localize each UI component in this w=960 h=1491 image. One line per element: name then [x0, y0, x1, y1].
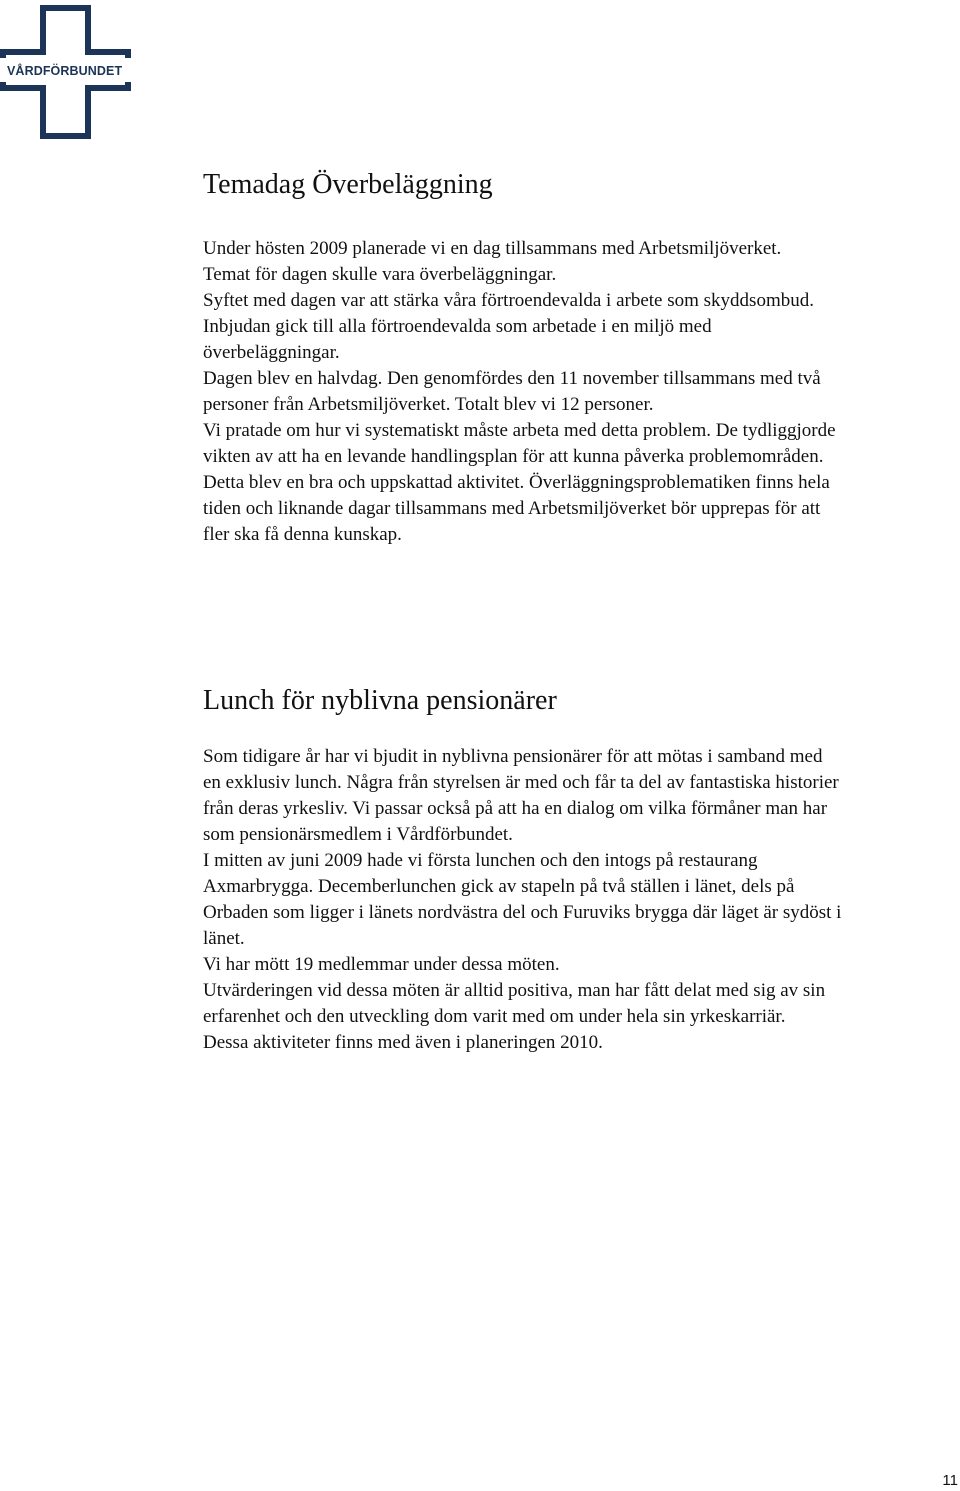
- body-line: vikten av att ha en levande handlingsplan för att kunna påverka problemområden.: [203, 446, 824, 467]
- body-line: Syftet med dagen var att stärka våra förtroendevalda i arbete som skyddsombud.: [203, 290, 814, 311]
- body-line: en exklusiv lunch. Några från styrelsen är med och får ta del av fantastiska historier: [203, 772, 839, 793]
- page-number: 11: [942, 1472, 958, 1489]
- body-line: Axmarbrygga. Decemberlunchen gick av stapeln på två ställen i länet, dels på: [203, 876, 795, 897]
- body-line: I mitten av juni 2009 hade vi första lunchen och den intogs på restaurang: [203, 850, 758, 871]
- body-line: överbeläggningar.: [203, 342, 340, 363]
- body-line: Orbaden som ligger i länets nordvästra del och Furuviks brygga där läget är sydöst i: [203, 902, 842, 923]
- body-line: erfarenhet och den utveckling dom varit med om under hela sin yrkeskarriär.: [203, 1006, 786, 1027]
- body-line: personer från Arbetsmiljöverket. Totalt blev vi 12 personer.: [203, 394, 654, 415]
- section-heading: Temadag Överbeläggning: [203, 169, 493, 200]
- body-line: Detta blev en bra och uppskattad aktivitet. Överläggningsproblematiken finns hela: [203, 472, 830, 493]
- section-body: [203, 744, 841, 1056]
- section-heading: Lunch för nyblivna pensionärer: [203, 685, 557, 716]
- body-line: Under hösten 2009 planerade vi en dag tillsammans med Arbetsmiljöverket.: [203, 238, 782, 259]
- body-line: fler ska få denna kunskap.: [203, 524, 402, 545]
- body-line: Vi har mött 19 medlemmar under dessa möten.: [203, 954, 560, 975]
- body-line: Dagen blev en halvdag. Den genomfördes den 11 november tillsammans med två: [203, 368, 821, 389]
- body-line: länet.: [203, 928, 245, 949]
- body-line: från deras yrkesliv. Vi passar också på att ha en dialog om vilka förmåner man har: [203, 798, 828, 819]
- body-line: Dessa aktiviteter finns med även i planeringen 2010.: [203, 1032, 603, 1053]
- section-body: [203, 236, 836, 548]
- body-line: Inbjudan gick till alla förtroendevalda som arbetade i en miljö med: [203, 316, 712, 337]
- body-line: Vi pratade om hur vi systematiskt måste arbeta med detta problem. De tydliggjorde: [203, 420, 836, 441]
- body-line: Som tidigare år har vi bjudit in nyblivna pensionärer för att mötas i samband med: [203, 746, 823, 767]
- logo-wordmark: VÅRDFÖRBUNDET: [7, 64, 123, 78]
- vardforbundet-logo: [0, 0, 135, 145]
- body-line: som pensionärsmedlem i Vårdförbundet.: [203, 824, 513, 845]
- body-line: tiden och liknande dagar tillsammans med Arbetsmiljöverket bör upprepas för att: [203, 498, 821, 519]
- body-line: Temat för dagen skulle vara överbeläggningar.: [203, 264, 557, 285]
- body-line: Utvärderingen vid dessa möten är alltid positiva, man har fått delat med sig av sin: [203, 980, 826, 1001]
